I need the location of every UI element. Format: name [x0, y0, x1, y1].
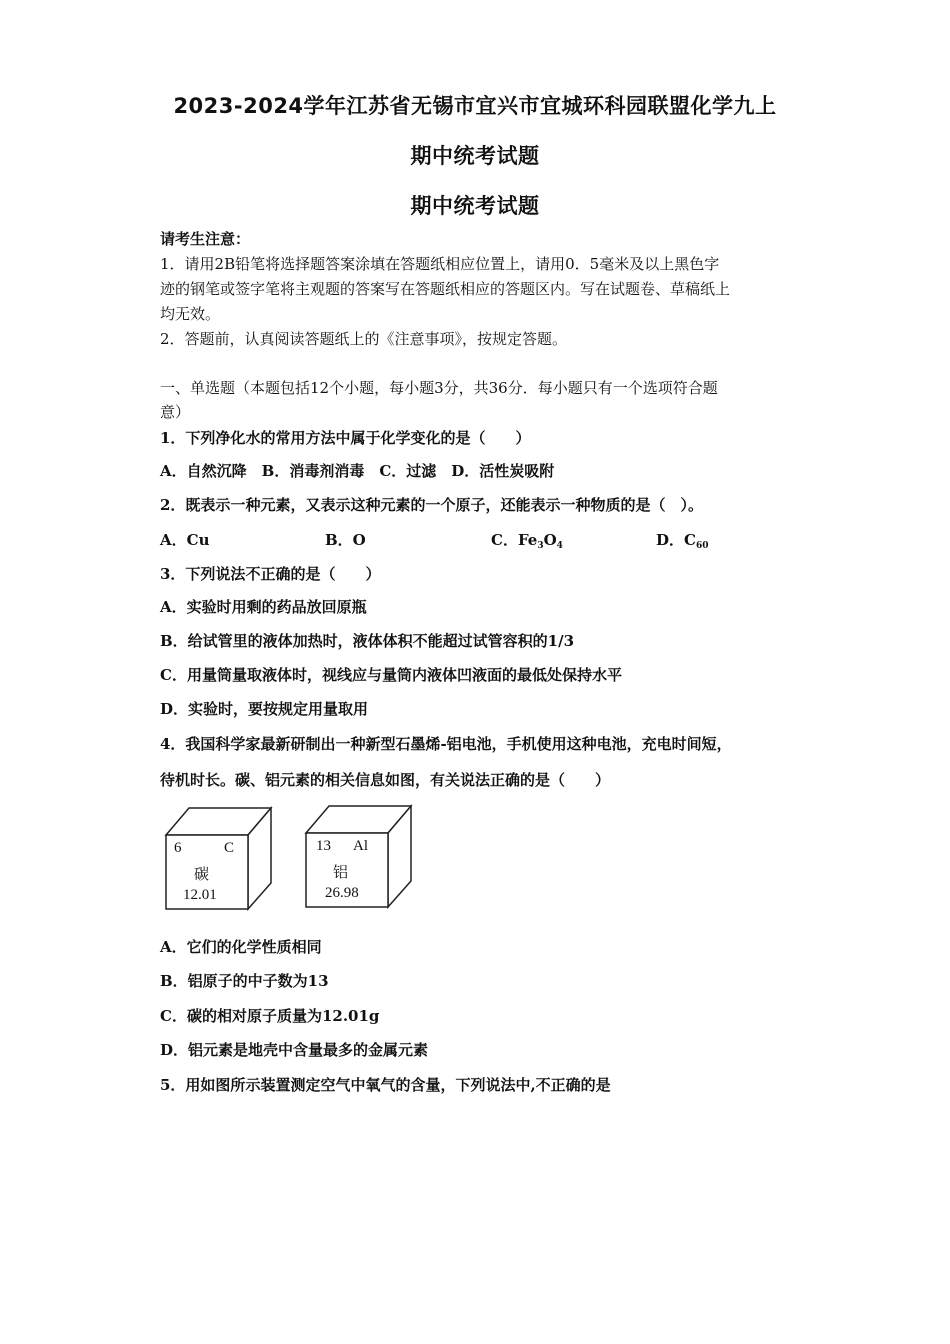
section-heading-line-2: 意）	[160, 403, 191, 421]
q2-option-a: A．Cu	[160, 531, 210, 549]
notice-item-1-line-2: 迹的钢笔或签字笔将主观题的答案写在答题纸相应的答题区内。写在试题卷、草稿纸上	[160, 280, 731, 298]
q3-option-a: A．实验时用剩的药品放回原瓶	[160, 598, 367, 616]
q4-option-d: D．铝元素是地壳中含量最多的金属元素	[160, 1041, 429, 1059]
notice-item-1-line-1: 1．请用2B铅笔将选择题答案涂填在答题纸相应位置上，请用0．5毫米及以上黑色字	[160, 255, 720, 273]
q4-option-b: B．铝原子的中子数为13	[160, 972, 329, 990]
carbon-name: 碳	[194, 867, 210, 883]
q4-stem-line-2: 待机时长。碳、铝元素的相关信息如图，有关说法正确的是（ ）	[160, 771, 611, 789]
q1-stem: 1．下列净化水的常用方法中属于化学变化的是（ ）	[160, 429, 531, 447]
q2-option-d: D．$C_{60}$	[656, 531, 709, 551]
q2-option-b: B．O	[325, 531, 366, 549]
aluminum-element-card	[303, 803, 415, 909]
notice-item-2: 2．答题前，认真阅读答题纸上的《注意事项》，按规定答题。	[160, 330, 568, 348]
aluminum-cube-outline	[303, 803, 415, 909]
aluminum-atomic-mass: 26.98	[325, 885, 359, 901]
q4-option-c: C．碳的相对原子质量为12.01g	[160, 1007, 380, 1025]
title-line-1: 2023-2024学年江苏省无锡市宜兴市宜城环科园联盟化学九上	[173, 94, 777, 118]
carbon-atomic-mass: 12.01	[183, 887, 217, 903]
q3-option-b: B．给试管里的液体加热时，液体体积不能超过试管容积的1/3	[160, 632, 575, 650]
section-heading-line-1: 一、单选题（本题包括12个小题，每小题3分，共36分．每小题只有一个选项符合题	[160, 379, 718, 397]
aluminum-symbol: Al	[353, 838, 368, 854]
title-line-3: 期中统考试题	[410, 194, 540, 218]
carbon-cube-outline	[163, 805, 275, 911]
q3-option-d: D．实验时，要按规定用量取用	[160, 700, 369, 718]
q3-stem: 3．下列说法不正确的是（ ）	[160, 565, 381, 583]
carbon-atomic-number: 6	[174, 840, 182, 856]
notice-item-1-line-3: 均无效。	[160, 305, 221, 323]
q5-stem: 5．用如图所示装置测定空气中氧气的含量，下列说法中,不正确的是	[160, 1076, 611, 1094]
aluminum-atomic-number: 13	[316, 838, 331, 854]
carbon-element-card	[163, 805, 275, 911]
q3-option-c: C．用量筒量取液体时，视线应与量筒内液体凹液面的最低处保持水平	[160, 666, 622, 684]
notice-heading: 请考生注意：	[160, 230, 251, 248]
q4-stem-line-1: 4．我国科学家最新研制出一种新型石墨烯-铝电池，手机使用这种电池，充电时间短，	[160, 735, 732, 753]
q4-option-a: A．它们的化学性质相同	[160, 938, 322, 956]
aluminum-name: 铝	[333, 865, 349, 881]
q2-option-c: C．$Fe_3O_4$	[491, 531, 563, 551]
q2-stem: 2．既表示一种元素，又表示这种元素的一个原子，还能表示一种物质的是（ ）。	[160, 496, 703, 514]
carbon-symbol: C	[224, 840, 235, 856]
title-line-2: 期中统考试题	[410, 144, 540, 168]
q1-options: A．自然沉降 B．消毒剂消毒 C．过滤 D．活性炭吸附	[160, 462, 555, 480]
